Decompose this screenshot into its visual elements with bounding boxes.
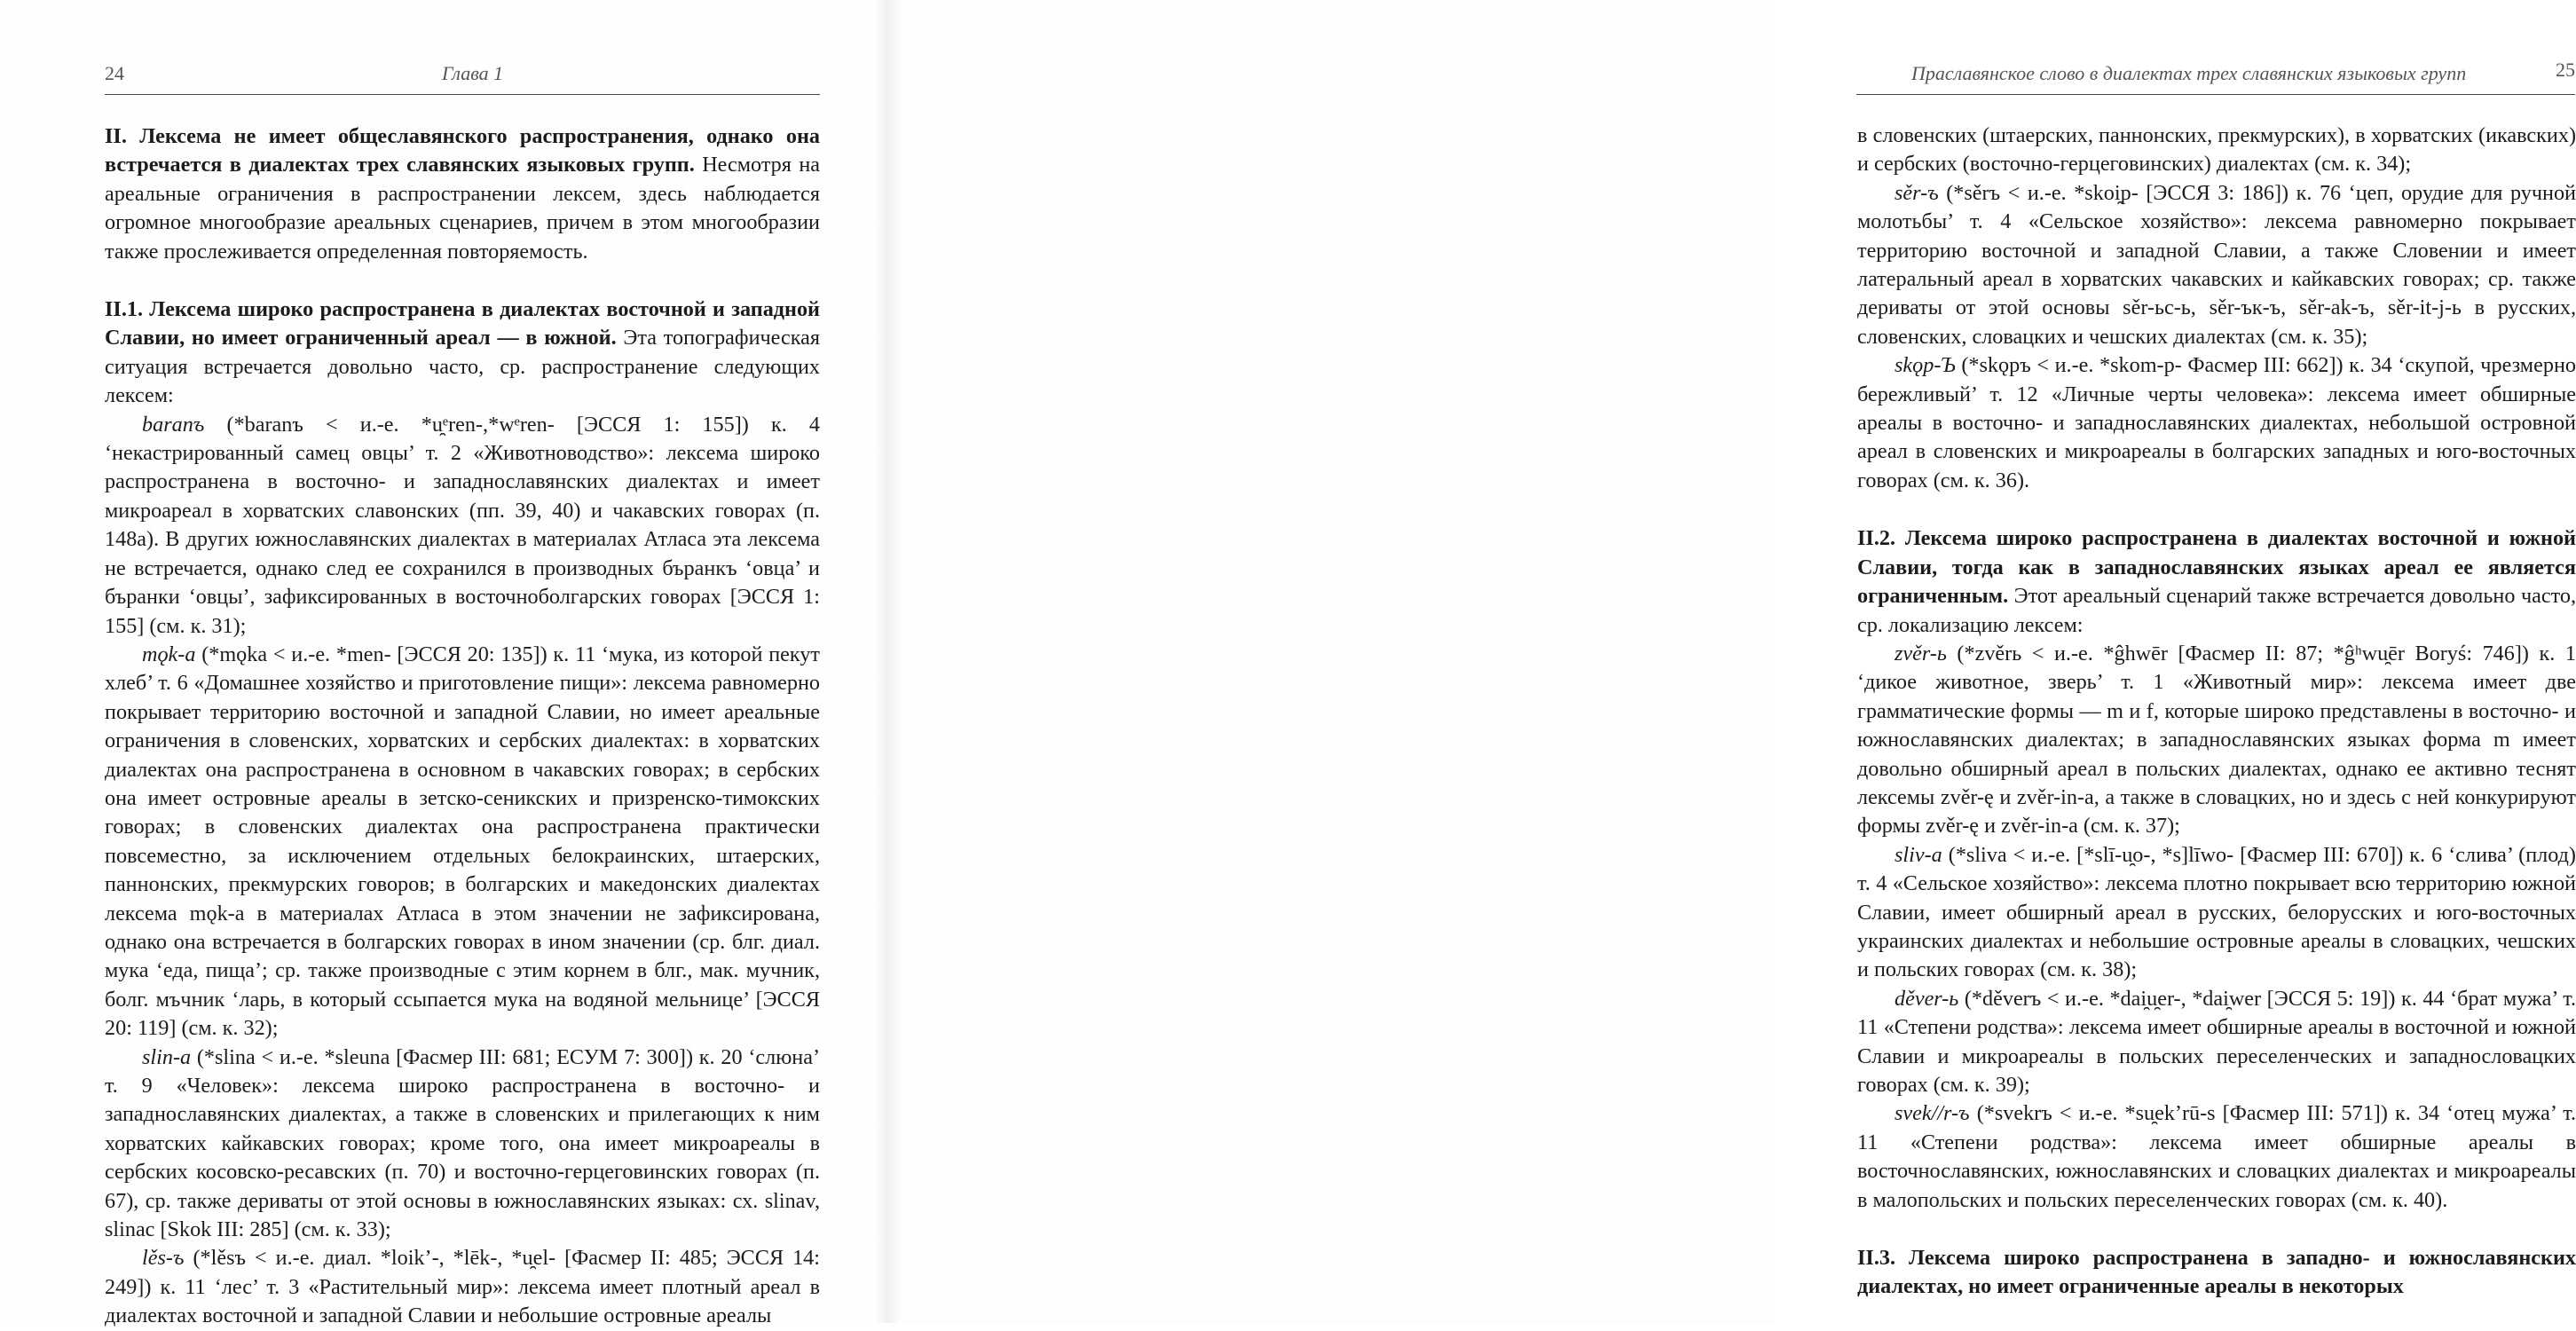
paragraph: [1857, 1244, 2576, 1302]
lexeme-entry: [105, 1244, 820, 1330]
left-page-number: 24: [105, 62, 124, 84]
paragraph: [105, 295, 820, 411]
lexeme-entry: [1857, 640, 2576, 841]
left-body-text: [105, 122, 820, 1331]
section-heading: II. Лексема не имеет общеславянского распространения, однако она встречается в диалектах трех славянских языковых групп.: [105, 124, 820, 177]
lexeme-term: svek//r-ъ: [1895, 1101, 1970, 1126]
lexeme-entry: [1857, 985, 2576, 1100]
lexeme-description: (*sliva < и.-е. [*slī-u̯o-, *s]līwo- [Фасмер III: 670]) к. 6 ‘слива’ (плод) т. 4 «Сельское хозяйство»: лексема плотно покрывает всю территорию южной Славии, имеет обширный ареал в русских, белорусских и юго-восточных украинских диалектах и небольшие островные ареалы в словацких, чешских и польских говорах (см. к. 38);: [1857, 842, 2576, 982]
lexeme-entry: [1857, 1099, 2576, 1215]
lexeme-entry: [105, 411, 820, 641]
section-heading: II.1. Лексема широко распространена в диалектах восточной и западной Славии, но имеет ограниченный ареал — в южной.: [105, 297, 820, 350]
lexeme-entry: [1857, 179, 2576, 351]
lexeme-description: (*skǫpъ < и.-е. *skom-p- Фасмер III: 662]) к. 34 ‘скупой, чрезмерно бережливый’ т. 12 «Личные черты человека»: лексема имеет обширные ареалы в восточно- и западнославянских диалектах, небольшой островной ареал в словенских и микроареалы в болгарских западных и юго-восточных говорах (см. к. 36).: [1857, 353, 2576, 492]
lexeme-term: zvěr-ь: [1895, 641, 1947, 666]
lexeme-term: děver-ь: [1895, 986, 1959, 1011]
left-header-rule: [105, 94, 820, 95]
lexeme-term: baranъ: [142, 412, 205, 437]
paragraph-text: Несмотря на ареальные ограничения в распространении лексем, здесь наблюдается огромное многообразие ареальных сценариев, причем в этом многообразии также прослеживается определенная повторяемость.: [105, 153, 820, 264]
lexeme-entry: [105, 641, 820, 1044]
section-heading: II.3. Лексема широко распространена в западно- и южнославянских диалектах, но имеет ограниченные ареалы в некоторых: [1857, 1246, 2576, 1299]
book-gutter-shadow: [874, 0, 901, 1323]
right-body-text: [1857, 122, 2576, 1302]
left-page: [0, 0, 887, 1328]
lexeme-description: (*mǫka < и.-е. *men- [ЭССЯ 20: 135]) к. 11 ‘мука, из которой пекут хлеб’ т. 6 «Домашнее хозяйство и приготовление пищи»: лексема равномерно покрывает территорию восточной и западной Славии, но имеет ареальные ограничения в словенских, хорватских и сербских диалектах: в хорватских диалектах она распространена в основном в чакавских говорах; в сербских она имеет островные ареалы в зетско-сеникских и призренско-тимокских говорах; в словенских диалектах она распространена практически повсеместно, за исключением отдельных белокраинских, штаерских, паннонских, прекмурских говоров; в болгарских и македонских диалектах лексема mǫk-a в материалах Атласа в этом значении не зафиксирована, однако она встречается в болгарских говорах в ином значении (ср. блг. диал. мука ‘еда, пища’; ср. также производные с этим корнем в блг., мак. мучник, болг. мъчник ‘ларь, в который ссыпается мука на водяной мельнице’ [ЭССЯ 20: 119] (см. к. 32);: [105, 642, 820, 1041]
lexeme-entry: [1857, 351, 2576, 495]
lexeme-description: (*sěrъ < и.-е. *skoi̯p- [ЭССЯ 3: 186]) к. 76 ‘цеп, орудие для ручной молотьбы’ т. 4 «Сельское хозяйство»: лексема равномерно покрывает территорию восточной и западной Славии, а также Словении и имеет латеральный ареал в хорватских чакавских и кайкавских говорах; ср. также дериваты от этой основы sěr-ьс-ь, sěr-ък-ъ, sěr-ak-ъ, sěr-it-j-ь в русских, словенских, словацких и чешских диалектах (см. к. 35);: [1857, 180, 2576, 349]
right-page: [887, 0, 2576, 1323]
paragraph: [1857, 524, 2576, 640]
lexeme-term: mǫk-a: [142, 642, 196, 666]
lexeme-description: (*děverъ < и.-е. *dai̯u̯er-, *dai̯wer [ЭССЯ 5: 19]) к. 44 ‘брат мужа’ т. 11 «Степени родства»: лексема имеет обширные ареалы в восточной и южной Славии и микроареалы в польских переселенческих и западнословацких говорах (см. к. 39);: [1857, 986, 2576, 1097]
lexeme-description: (*zvěrь < и.-е. *ĝhwēr [Фасмер II: 87; *ĝʰwu̯ēr Boryś: 746]) к. 1 ‘дикое животное, зверь’ т. 1 «Животный мир»: лексема имеет две грамматические формы — m и f, которые широко представлены в восточно- и южнославянских диалектах; в западнославянских языках форма m имеет довольно обширный ареал в польских диалектах, однако ее активно теснят лексемы zvěr-ę и zvěr-in-a, а также в словацких, но и здесь с ней конкурируют формы zvěr-ę и zvěr-in-a (см. к. 37);: [1857, 641, 2576, 839]
lexeme-description: (*slina < и.-е. *sleuna [Фасмер III: 681; ЕСУМ 7: 300]) к. 20 ‘слюна’ т. 9 «Человек»: лексема широко распространена в восточно- и западнославянских диалектах, а также в словенских и прилегающих к ним хорватских кайкавских говорах; кроме того, она имеет микроареалы в сербских косовско-ресавских (п. 70) и восточно-герцеговинских говорах (п. 67), ср. также дериваты от этой основы в южнославянских языках: сх. slinav, slinac [Skok III: 285] (см. к. 33);: [105, 1044, 820, 1242]
left-running-title: Глава 1: [442, 62, 504, 84]
paragraph-text: Этот ареальный сценарий также встречается довольно часто, ср. локализацию лексем:: [1857, 584, 2576, 637]
paragraph-continuation: в словенских (штаерских, паннонских, прекмурских), в хорватских (икавских) и сербских (восточно-герцеговинских) диалектах (см. к. 34);: [1857, 123, 2576, 177]
lexeme-term: skǫp-Ъ: [1895, 353, 1956, 378]
right-running-header: [1856, 59, 2575, 98]
lexeme-term: sěr-ъ: [1895, 180, 1939, 205]
paragraph: [105, 122, 820, 266]
lexeme-entry: [105, 1044, 820, 1245]
lexeme-term: sliv-a: [1895, 842, 1942, 867]
lexeme-description: (*lěsъ < и.-е. диал. *loik’-, *lēk-, *u̯el- [Фасмер II: 485; ЭССЯ 14: 249]) к. 11 ‘лес’ т. 3 «Растительный мир»: лексема имеет плотный ареал в диалектах восточной и западной Славии и небольшие островные ареалы: [105, 1246, 820, 1328]
left-running-header: [105, 62, 820, 98]
lexeme-term: lěs-ъ: [142, 1246, 185, 1271]
right-running-title: Праславянское слово в диалектах трех славянских языковых групп: [1911, 62, 2467, 84]
right-header-rule: [1856, 94, 2575, 95]
lexeme-description: (*baranъ < и.-е. *u̯ᵉren-,*wᵉren- [ЭССЯ 1: 155]) к. 4 ‘некастрированный самец овцы’ т. 2 «Животноводство»: лексема широко распространена в восточно- и западнославянских диалектах и имеет микроареал в хорватских славонских (пп. 39, 40) и чакавских говорах (п. 148а). В других южнославянских диалектах в материалах Атласа эта лексема не встречается, однако след ее сохранился в производных бъранкъ ‘овца’ и бъранки ‘овцы’, зафиксированных в восточноболгарских говорах [ЭССЯ 1: 155] (см. к. 31);: [105, 412, 820, 638]
right-page-number: 25: [2556, 59, 2575, 81]
lexeme-description: (*svekrъ < и.-е. *su̯ek’rū-s [Фасмер III: 571]) к. 34 ‘отец мужа’ т. 11 «Степени родства»: лексема имеет обширные ареалы в восточнославянских, южнославянских и словацких диалектах и микроареалы в малопольских и польских переселенческих говорах (см. к. 40).: [1857, 1101, 2576, 1212]
lexeme-entry: [1857, 841, 2576, 985]
paragraph-text: Эта топографическая ситуация встречается довольно часто, ср. распространение следующих лексем:: [105, 326, 821, 408]
section-heading: II.2. Лексема широко распространена в диалектах восточной и южной Славии, тогда как в западнославянских языках ареал ее является ограниченным.: [1857, 526, 2576, 609]
lexeme-term: slin-a: [142, 1044, 192, 1069]
